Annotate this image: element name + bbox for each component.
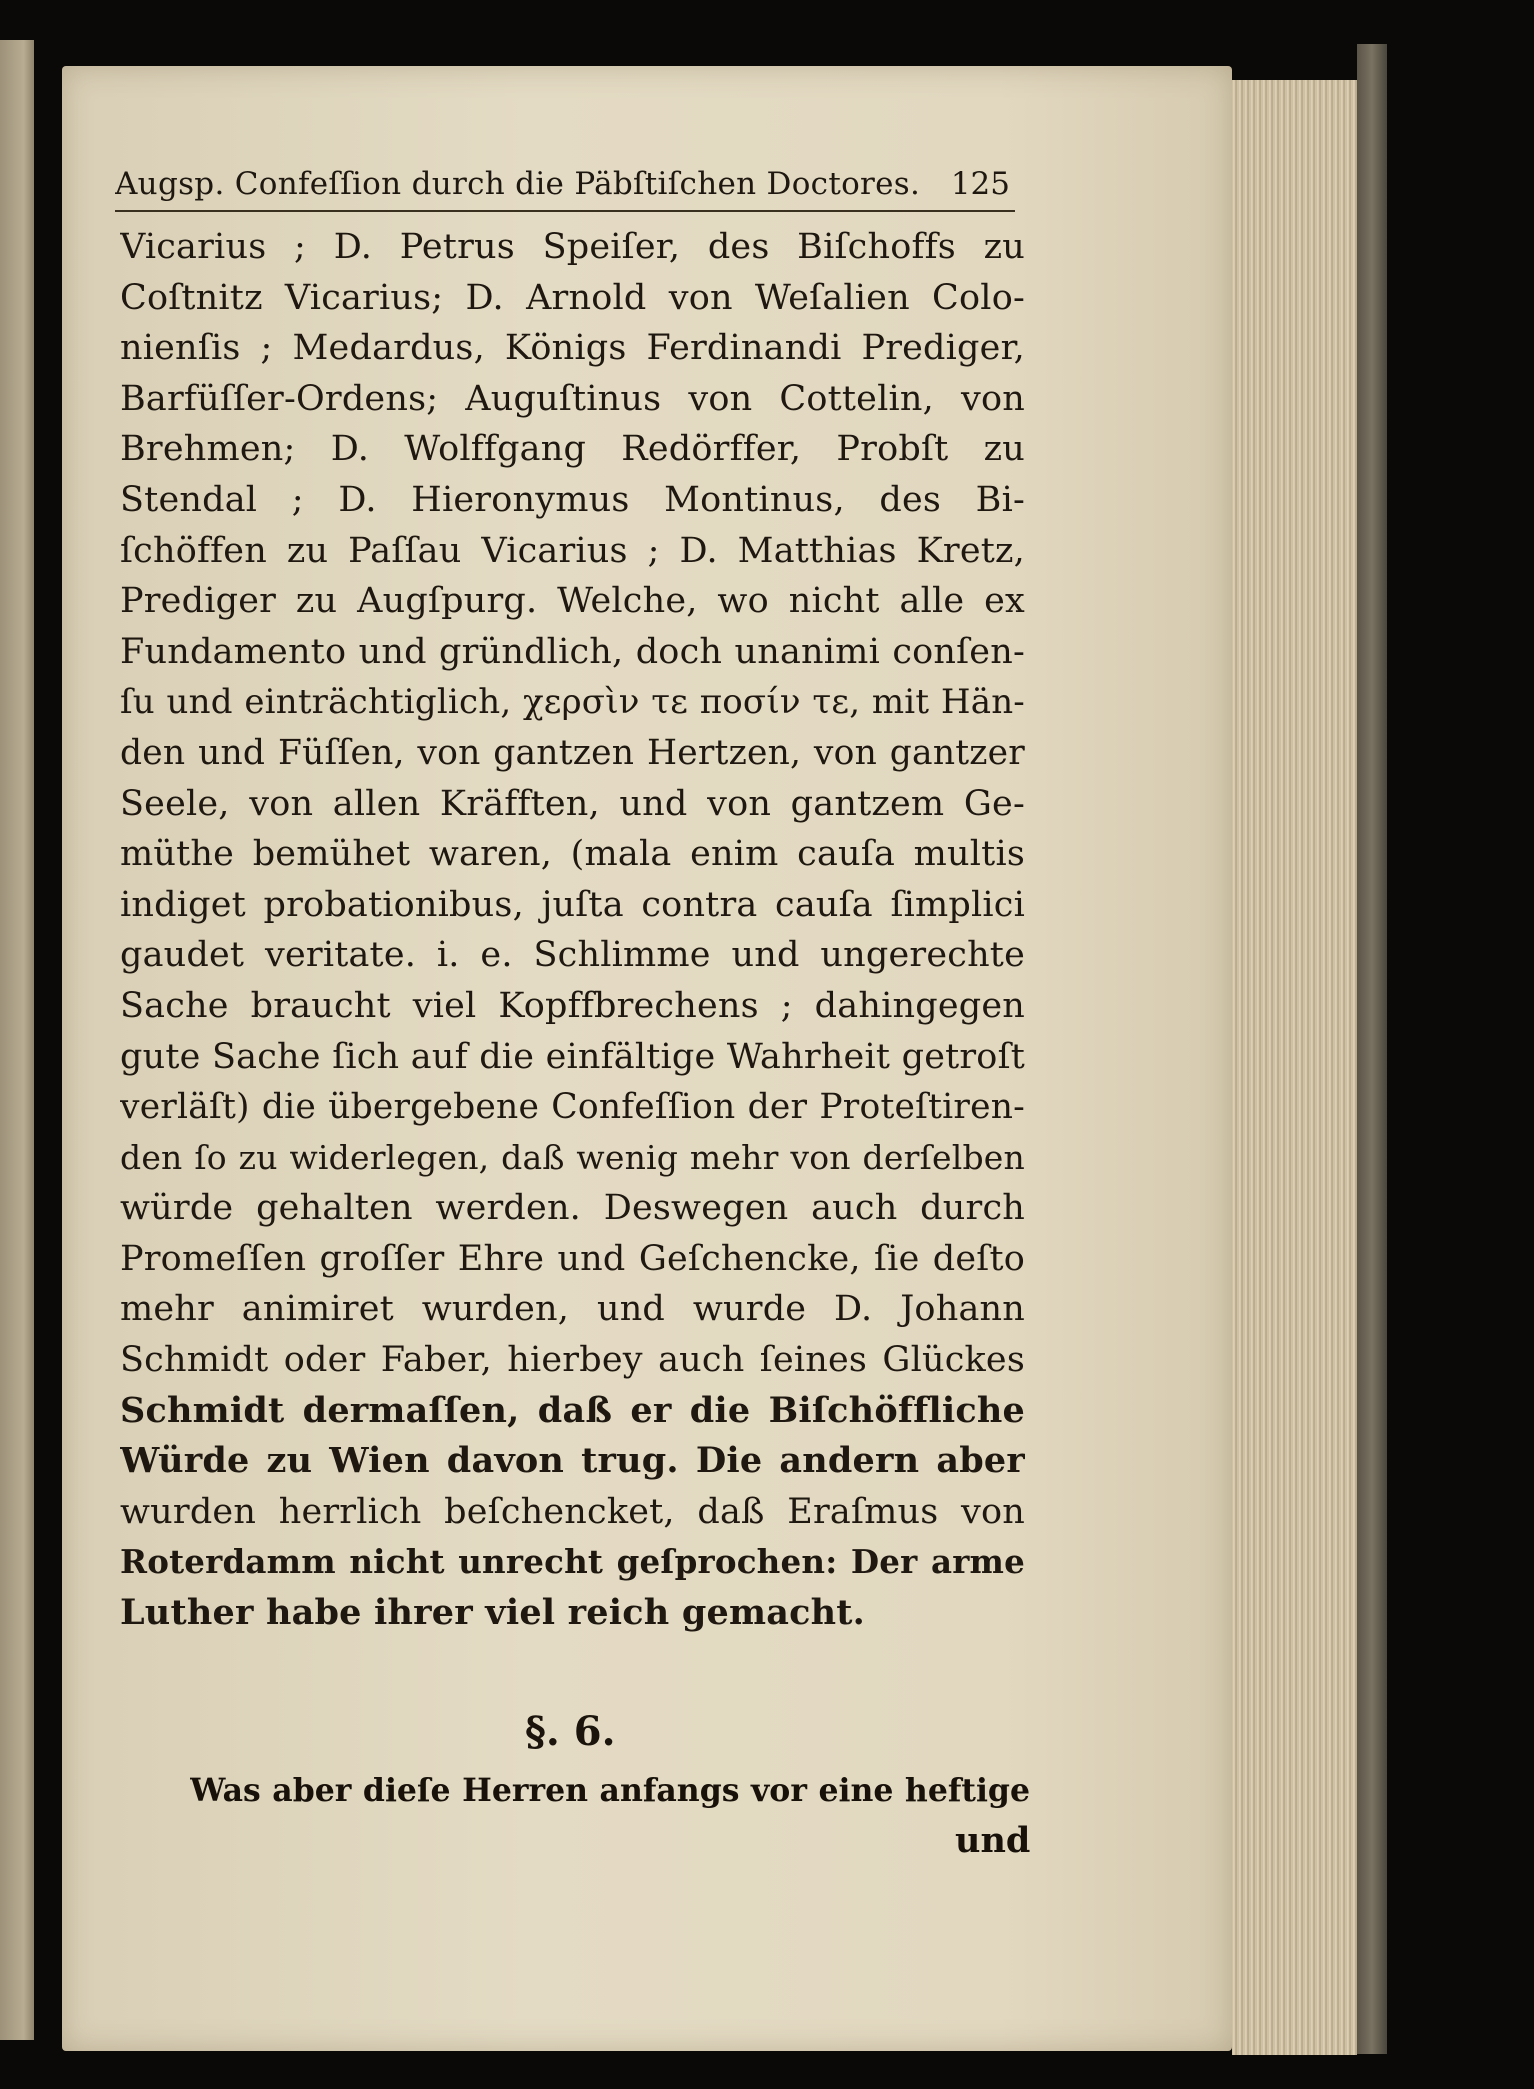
running-head: Augsp. Confeſſion durch die Päbſtiſchen Doctores. — [115, 166, 921, 202]
text-line: indiget probationibus, juſta contra cauſa ſimplici — [120, 884, 1025, 925]
book-cover-edge — [1357, 44, 1387, 2054]
text-line: müthe bemühet waren, (mala enim cauſa multis — [120, 834, 1025, 875]
text-line: mehr animiret wurden, und wurde D. Johann — [120, 1289, 1025, 1330]
text-line: Prediger zu Augſpurg. Welche, wo nicht alle ex — [120, 581, 1025, 622]
text-line: Luther habe ihrer viel reich gemacht. — [120, 1592, 865, 1634]
text-line: gaudet veritate. i. e. Schlimme und ungerechte — [120, 935, 1025, 976]
paragraph-start: Was aber dieſe Herren anfangs vor eine heftige — [190, 1772, 1030, 1809]
text-line: den ſo zu widerlegen, daß wenig mehr von derſelben — [120, 1137, 1025, 1177]
text-line: Seele, von allen Kräfften, und von gantzem Ge- — [120, 783, 1025, 824]
text-line: ſu und einträchtiglich, χερσὶν τε ποσίν τε, mit Hän- — [120, 682, 1025, 723]
text-line: Barfüſſer-Ordens; Auguſtinus von Cottelin, von — [120, 378, 1025, 419]
text-line: den und Füſſen, von gantzen Hertzen, von gantzer — [120, 732, 1025, 773]
text-line: verläſt) die übergebene Confeſſion der Proteſtiren- — [120, 1087, 1025, 1128]
text-line: Roterdamm nicht unrecht geſprochen: Der arme — [120, 1542, 1025, 1582]
text-line: gute Sache ſich auf die einfältige Wahrheit getroſt — [120, 1036, 1025, 1077]
text-line: Würde zu Wien davon trug. Die andern aber — [120, 1440, 1025, 1482]
text-line: würde gehalten werden. Deswegen auch durch — [120, 1188, 1025, 1229]
page-number: 125 — [950, 166, 1010, 202]
text-line: Schmidt oder Faber, hierbey auch ſeines Glückes — [120, 1340, 1025, 1381]
text-line: wurden herrlich beſchencket, daß Eraſmus von — [120, 1491, 1025, 1532]
text-line: ſchöffen zu Paſſau Vicarius ; D. Matthias Kretz, — [120, 530, 1025, 571]
page-header — [115, 150, 1010, 202]
text-line: Stendal ; D. Hieronymus Montinus, des Bi- — [120, 479, 1025, 520]
text-line: nienſis ; Medardus, Königs Ferdinandi Prediger, — [120, 328, 1025, 369]
section-marker: §. 6. — [525, 1708, 616, 1755]
previous-page-edge — [0, 40, 34, 2040]
header-rule — [115, 210, 1015, 212]
text-line: Brehmen; D. Wolffgang Redörffer, Probſt zu — [120, 429, 1025, 470]
text-line: Sache braucht viel Kopffbrechens ; dahingegen — [120, 985, 1025, 1026]
body-text — [120, 222, 1025, 1639]
text-line: Fundamento und gründlich, doch unanimi conſen- — [120, 631, 1025, 672]
page-stack-edge — [1232, 80, 1357, 2055]
text-line: Schmidt dermaſſen, daß er die Biſchöffliche — [120, 1389, 1025, 1431]
text-line: Vicarius ; D. Petrus Speiſer, des Biſchoffs zu — [120, 227, 1025, 267]
catchword: und — [955, 1820, 1031, 1861]
text-line: Promeſſen groſſer Ehre und Geſchencke, ſie deſto — [120, 1238, 1025, 1279]
text-line: Coſtnitz Vicarius; D. Arnold von Weſalien Colo- — [120, 277, 1025, 318]
